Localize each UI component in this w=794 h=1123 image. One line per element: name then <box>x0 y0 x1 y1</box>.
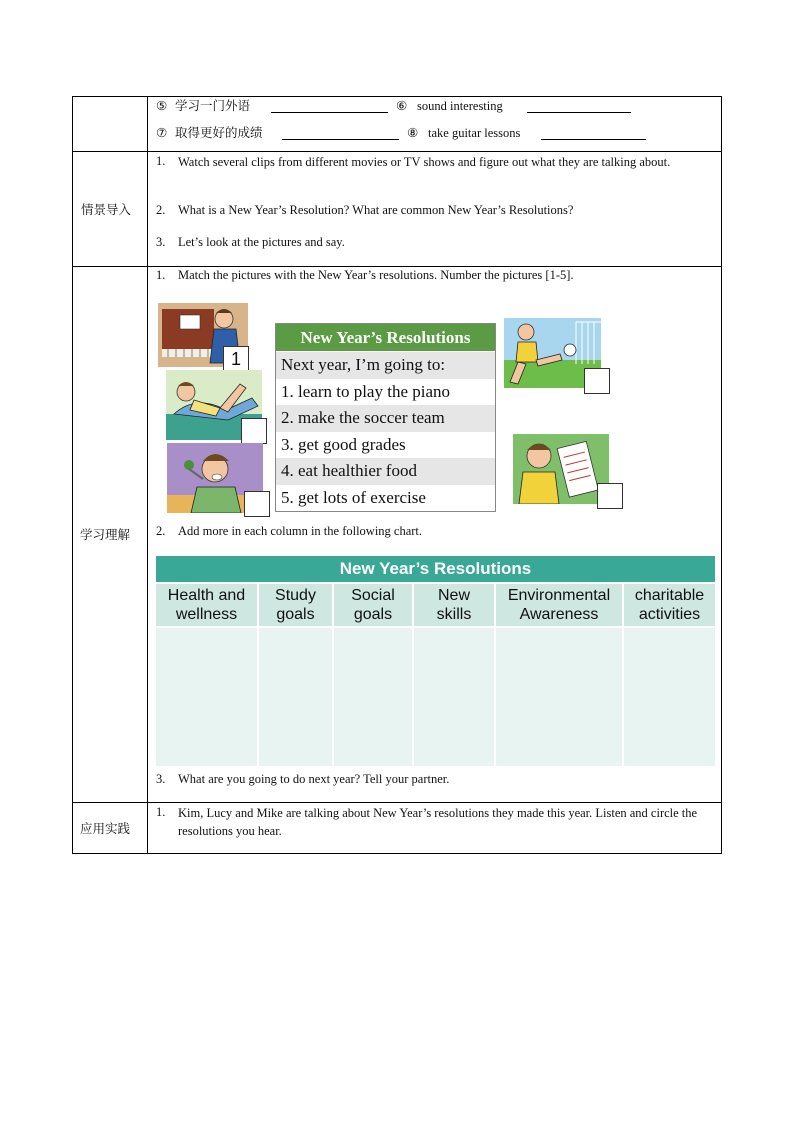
chart-column-header <box>414 584 494 626</box>
item-text: Let’s look at the pictures and say. <box>178 235 345 249</box>
table-border-right <box>721 96 722 854</box>
item-number: 2. <box>156 203 166 217</box>
table-border-left <box>72 96 73 854</box>
table-border-top <box>72 96 722 97</box>
item-number: 3. <box>156 772 166 786</box>
chart-column-header-line: charitable <box>634 587 705 604</box>
resolutions-box <box>275 323 496 512</box>
vocab-num: ⑤ <box>156 98 168 113</box>
item-number: 1. <box>156 268 166 282</box>
resolution-item: 4. eat healthier food <box>276 458 495 485</box>
chart-column-cell[interactable] <box>259 628 332 766</box>
chart-column-cell[interactable] <box>414 628 494 766</box>
table-row-divider <box>72 802 722 803</box>
item-text: What are you going to do next year? Tell your partner. <box>178 772 450 786</box>
chart-title: New Year’s Resolutions <box>156 556 715 582</box>
chart-column-header-line: Social <box>351 587 395 604</box>
item-number: 3. <box>156 235 166 249</box>
vocab-num: ⑦ <box>156 125 168 140</box>
table-row-divider <box>72 151 722 152</box>
vocab-num: ⑥ <box>396 98 408 113</box>
chart-column-header-line: wellness <box>175 606 238 623</box>
table-col-divider <box>147 96 148 854</box>
resolution-item: 3. get good grades <box>281 434 406 454</box>
resolutions-intro: Next year, I’m going to: <box>276 352 495 379</box>
item-text: What is a New Year’s Resolution? What are common New Year’s Resolutions? <box>178 203 574 217</box>
chart-column-header-line: Study <box>275 587 316 604</box>
vocab-blank[interactable] <box>271 112 388 113</box>
section-label: 应用实践 <box>80 821 131 836</box>
item-number: 1. <box>156 805 166 819</box>
vocab-blank[interactable] <box>527 112 631 113</box>
chart-column-header <box>496 584 622 626</box>
chart-column-header-line: goals <box>353 606 393 623</box>
table-border-bottom <box>72 853 722 854</box>
item-text: Kim, Lucy and Mike are talking about New Year’s resolutions they made this year. Listen and circle the resolutions you hear. <box>178 806 698 838</box>
section-label: 学习理解 <box>80 527 131 542</box>
chart-column-header-line: goals <box>276 606 315 623</box>
picture-number-box[interactable] <box>597 483 623 509</box>
chart-column-header-line: skills <box>436 606 472 623</box>
chart-column-header <box>259 584 332 626</box>
chart-column-header <box>156 584 257 626</box>
chart-column-header <box>334 584 412 626</box>
picture-number-box[interactable]: 1 <box>223 346 249 372</box>
item-text: Add more in each column in the following chart. <box>178 524 423 538</box>
resolution-item: 5. get lots of exercise <box>281 487 426 507</box>
resolutions-chart <box>156 556 715 766</box>
vocab-num: ⑧ <box>407 125 419 140</box>
picture-number-box[interactable] <box>584 368 610 394</box>
chart-column-cell[interactable] <box>496 628 622 766</box>
vocab-blank[interactable] <box>282 139 399 140</box>
item-number: 1. <box>156 154 166 168</box>
vocab-text: sound interesting <box>417 99 503 113</box>
grades-picture <box>513 434 609 504</box>
resolutions-box-title: New Year’s Resolutions <box>276 324 495 353</box>
chart-column-header-line: activities <box>638 606 701 623</box>
picture-number-box[interactable] <box>241 418 267 444</box>
item-number: 2. <box>156 524 166 538</box>
item-text: Match the pictures with the New Year’s resolutions. Number the pictures [1-5]. <box>178 268 574 282</box>
picture-number-box[interactable] <box>244 491 270 517</box>
resolution-item: 1. learn to play the piano <box>281 381 451 401</box>
chart-column-header-line: New <box>437 587 470 604</box>
chart-column-header-line: Awareness <box>519 606 599 623</box>
item-text: Watch several clips from different movies or TV shows and figure out what they are talking about. <box>178 155 671 169</box>
chart-column-cell[interactable] <box>156 628 257 766</box>
chart-column-header-line: Health and <box>167 587 246 604</box>
vocab-text: take guitar lessons <box>428 126 521 140</box>
chart-column-header <box>624 584 715 626</box>
vocab-text: 学习一门外语 <box>175 98 251 113</box>
vocab-blank[interactable] <box>541 139 646 140</box>
chart-column-header-line: Environmental <box>507 587 611 604</box>
vocab-text: 取得更好的成绩 <box>175 125 263 140</box>
section-label: 情景导入 <box>81 202 132 217</box>
chart-column-cell[interactable] <box>334 628 412 766</box>
chart-column-cell[interactable] <box>624 628 715 766</box>
resolution-item: 2. make the soccer team <box>276 405 495 432</box>
